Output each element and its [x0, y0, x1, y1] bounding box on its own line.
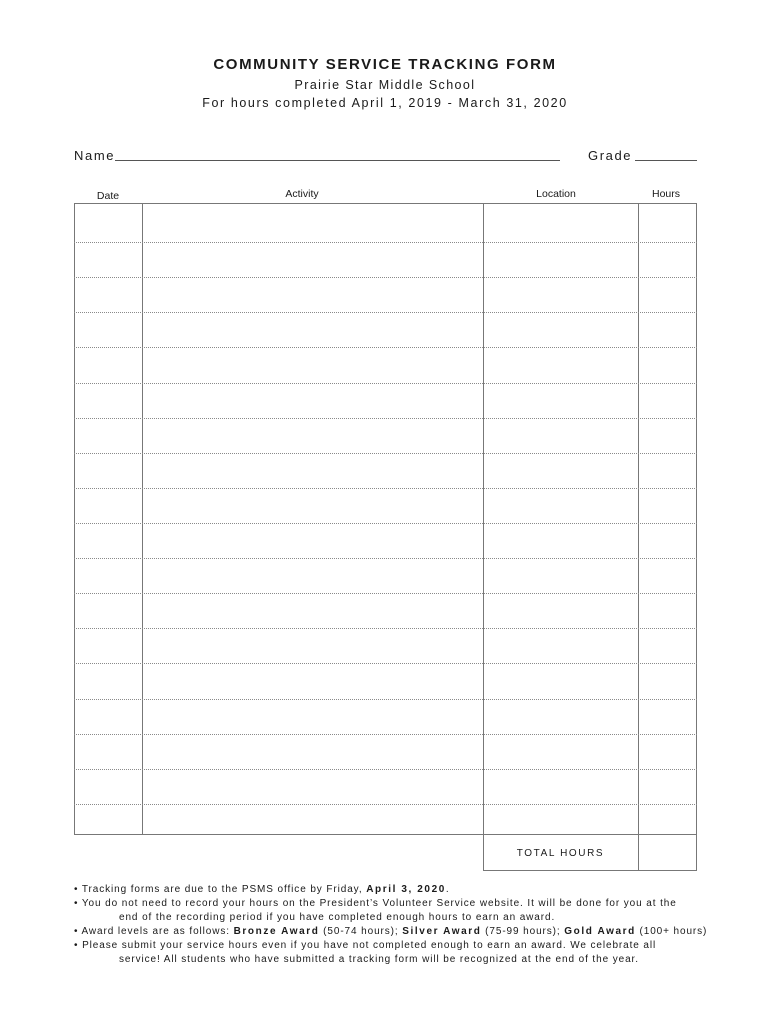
table-row-divider [74, 663, 697, 664]
column-divider [142, 203, 143, 835]
note-pvs-cont: end of the recording period if you have completed enough hours to earn an award. [119, 912, 556, 923]
total-hours-label: TOTAL HOURS [516, 848, 605, 859]
grade-field[interactable] [635, 160, 697, 161]
table-row-divider [74, 804, 697, 805]
table-row-divider [74, 242, 697, 243]
table-row-divider [74, 628, 697, 629]
note-due-date: • Tracking forms are due to the PSMS office by Friday, April 3, 2020. [74, 884, 450, 895]
table-row-divider [74, 347, 697, 348]
name-field[interactable] [115, 160, 560, 161]
table-row-divider [74, 593, 697, 594]
name-label: Name [74, 148, 116, 163]
column-header-location: Location [536, 188, 576, 200]
table-row-divider [74, 418, 697, 419]
school-name: Prairie Star Middle School [294, 78, 476, 92]
table-row-divider [74, 488, 697, 489]
table-row-divider [74, 523, 697, 524]
column-header-hours: Hours [651, 188, 680, 200]
note-submit-cont: service! All students who have submitted a tracking form will be recognized at the end of the year. [119, 954, 639, 965]
note-pvs: • You do not need to record your hours on the President’s Volunteer Service website. It will be done for you at the [74, 898, 677, 909]
table-row-divider [74, 769, 697, 770]
form-title: COMMUNITY SERVICE TRACKING FORM [213, 56, 557, 73]
column-header-activity: Activity [285, 188, 319, 200]
column-divider [638, 203, 639, 835]
table-row-divider [74, 383, 697, 384]
table-row-divider [74, 312, 697, 313]
column-divider [483, 203, 484, 871]
period-line: For hours completed April 1, 2019 - March 31, 2020 [202, 96, 568, 110]
table-row-divider [74, 734, 697, 735]
column-header-date: Date [96, 190, 120, 202]
grade-label: Grade [588, 148, 633, 163]
table-row-divider [74, 699, 697, 700]
note-submit: • Please submit your service hours even if you have not completed enough to earn an award. We celebrate all [74, 940, 657, 951]
total-hours-divider [638, 834, 639, 871]
notes [74, 883, 724, 967]
table-row-divider [74, 558, 697, 559]
tracking-table[interactable] [74, 203, 697, 835]
note-award-levels: • Award levels are as follows: Bronze Award (50-74 hours); Silver Award (75-99 hours); Gold Award (100+ hours) [74, 926, 708, 937]
table-row-divider [74, 453, 697, 454]
table-row-divider [74, 277, 697, 278]
